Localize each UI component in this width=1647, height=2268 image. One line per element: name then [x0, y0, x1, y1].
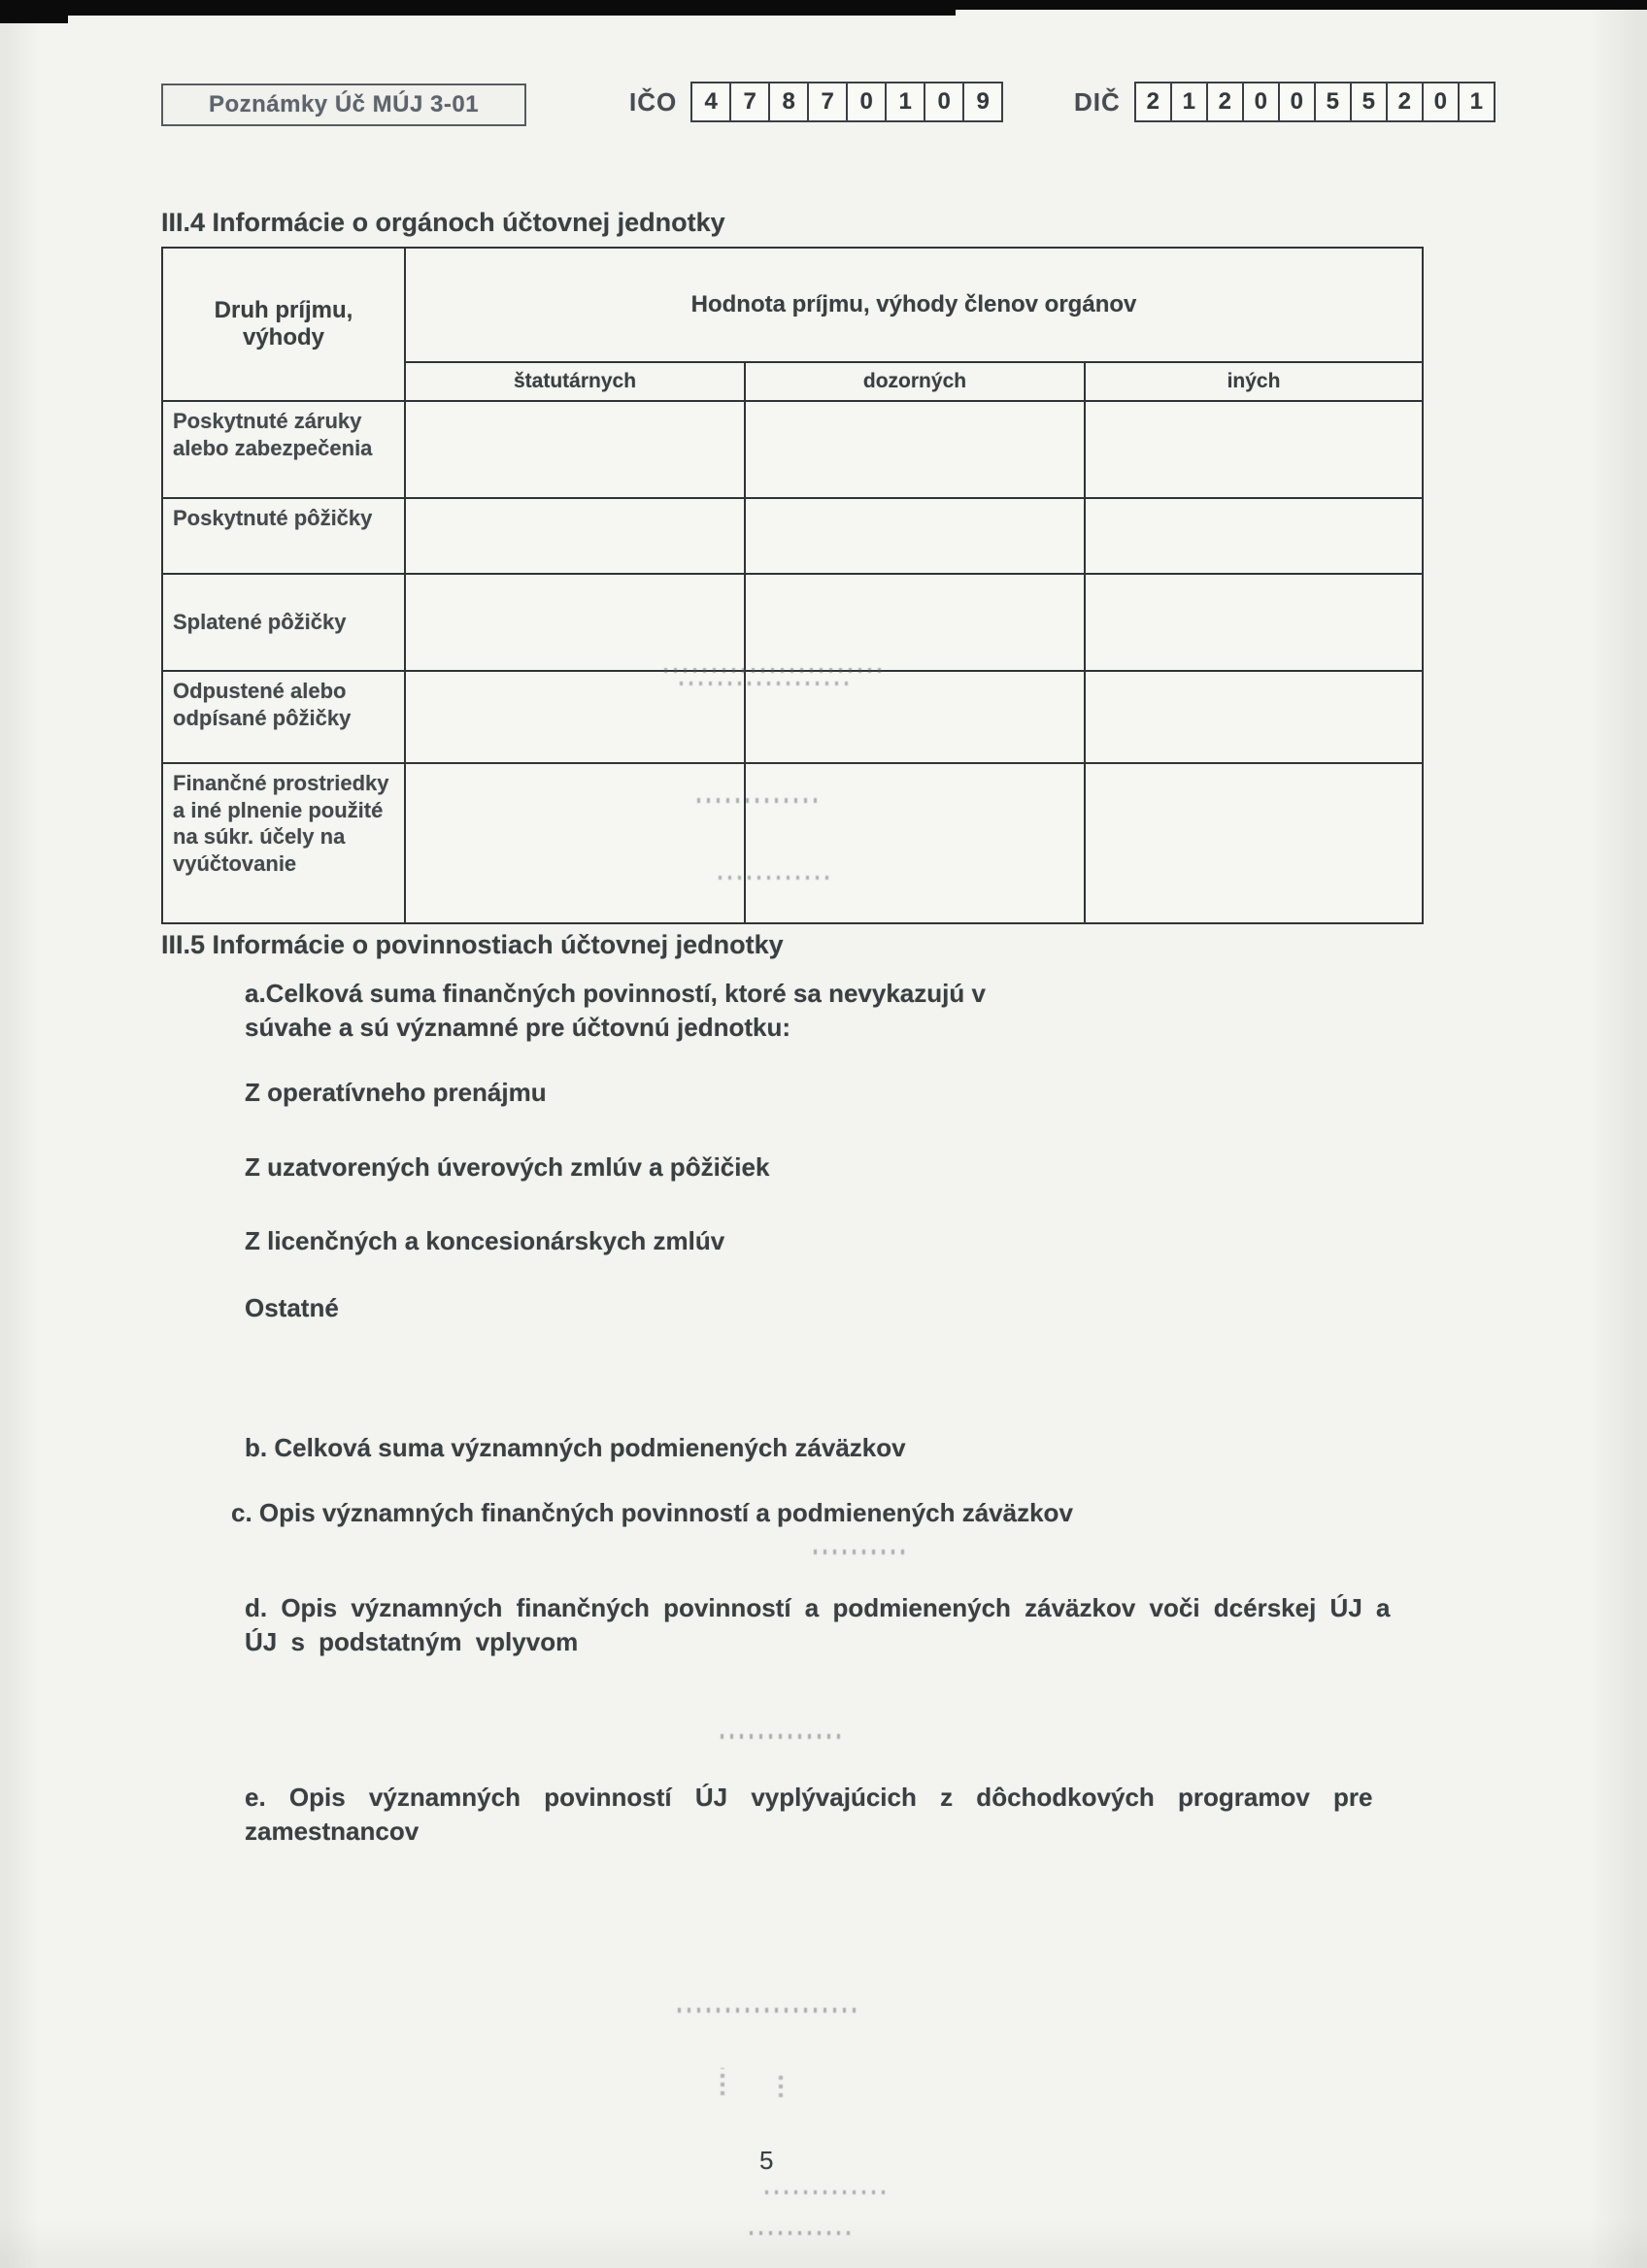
- dic-digit-cell: 5: [1314, 82, 1352, 122]
- ico-digit-cells: [690, 82, 1003, 122]
- ico-digit-cell: 0: [924, 82, 964, 122]
- ico-digit-cell: 1: [885, 82, 925, 122]
- dic-label: DIČ: [1074, 86, 1121, 117]
- table-cell-empty: [745, 574, 1085, 671]
- table-cell-empty: [405, 574, 745, 671]
- table-cell-empty: [1085, 498, 1423, 574]
- table-cell-empty: [405, 498, 745, 574]
- ico-digit-cell: 9: [962, 82, 1003, 122]
- form-code-box: [161, 83, 526, 126]
- dic-digit-cell: 1: [1170, 82, 1208, 122]
- obligation-subitem-license-contracts: Z licenčných a koncesionárskych zmlúv: [245, 1226, 725, 1255]
- scan-artifact: [779, 2074, 783, 2097]
- dic-field: [1074, 82, 1496, 122]
- table-cell-empty: [405, 763, 745, 923]
- dic-digit-cells: [1134, 82, 1496, 122]
- dic-digit-cell: 2: [1386, 82, 1424, 122]
- dic-digit-cell: 2: [1134, 82, 1172, 122]
- page-number: 5: [759, 2146, 774, 2175]
- scan-artifact: [721, 1734, 847, 1739]
- ico-digit-cell: 7: [807, 82, 848, 122]
- dic-digit-cell: 2: [1206, 82, 1244, 122]
- table-header-row: [162, 248, 1423, 362]
- scan-artifact: [814, 1550, 906, 1554]
- dic-digit-cell: 5: [1350, 82, 1388, 122]
- scan-artifact: [678, 2008, 862, 2013]
- scan-artifact: [750, 2231, 852, 2235]
- ico-digit-cell: 4: [690, 82, 731, 122]
- table-cell-empty: [745, 498, 1085, 574]
- obligation-item-a: a.Celková suma finančných povinností, ktoré sa nevykazujú v súvahe a sú významné pre účtovnú jednotku:: [245, 979, 986, 1042]
- scan-artifact: [721, 2068, 724, 2095]
- table-cell-empty: [405, 401, 745, 498]
- column-header-value: Hodnota príjmu, výhody členov orgánov: [405, 248, 1423, 362]
- column-header-income-type: Druh príjmu, výhody: [162, 248, 405, 401]
- obligation-item-d: d. Opis významných finančných povinností a podmienených záväzkov voči dcérskej ÚJ a ÚJ s podstatným vplyvom: [245, 1593, 1391, 1656]
- ico-digit-cell: 8: [768, 82, 809, 122]
- table-row: [162, 401, 1423, 498]
- organs-income-table: [161, 247, 1424, 924]
- row-label: Poskytnuté záruky alebo zabezpečenia: [162, 401, 405, 498]
- table-cell-empty: [1085, 574, 1423, 671]
- obligation-subitem-operating-lease: Z operatívneho prenájmu: [245, 1078, 547, 1107]
- obligation-subitem-loan-contracts: Z uzatvorených úverových zmlúv a pôžičiek: [245, 1152, 770, 1182]
- obligation-subitem-other: Ostatné: [245, 1293, 339, 1322]
- dic-digit-cell: 0: [1242, 82, 1280, 122]
- row-label: Splatené pôžičky: [162, 574, 405, 671]
- table-row: [162, 763, 1423, 923]
- table-row: [162, 498, 1423, 574]
- table-cell-empty: [1085, 671, 1423, 763]
- scan-artifact: [765, 2190, 887, 2194]
- obligation-item-b: b. Celková suma významných podmienených záväzkov: [245, 1433, 906, 1462]
- obligation-item-c: c. Opis významných finančných povinností a podmienených záväzkov: [231, 1498, 1073, 1527]
- section-3-5-title: III.5 Informácie o povinnostiach účtovnej jednotky: [161, 930, 784, 959]
- row-label: Odpustené alebo odpísané pôžičky: [162, 671, 405, 763]
- form-code-label: Poznámky Úč MÚJ 3-01: [208, 91, 480, 117]
- scan-edge-artifact: [0, 0, 68, 23]
- scan-artifact: [697, 798, 824, 803]
- subheader-other: iných: [1085, 362, 1423, 401]
- table-row: [162, 574, 1423, 671]
- scan-artifact: [719, 876, 835, 880]
- table-cell-empty: [745, 763, 1085, 923]
- ico-digit-cell: 0: [846, 82, 887, 122]
- dic-digit-cell: 0: [1278, 82, 1316, 122]
- dic-digit-cell: 1: [1458, 82, 1496, 122]
- table-cell-empty: [1085, 763, 1423, 923]
- obligation-item-e: e. Opis významných povinností ÚJ vyplývajúcich z dôchodkových programov pre zamestnancov: [245, 1783, 1373, 1846]
- table-cell-empty: [745, 401, 1085, 498]
- scan-artifact: [664, 668, 883, 673]
- ico-digit-cell: 7: [729, 82, 770, 122]
- dic-digit-cell: 0: [1422, 82, 1460, 122]
- subheader-statutory: štatutárnych: [405, 362, 745, 401]
- table-cell-empty: [1085, 401, 1423, 498]
- ico-label: IČO: [629, 86, 678, 117]
- scan-edge-artifact: [0, 0, 956, 16]
- row-label: Finančné prostriedky a iné plnenie použité na súkr. účely na vyúčtovanie: [162, 763, 405, 923]
- ico-field: [629, 82, 1003, 122]
- subheader-supervisory: dozorných: [745, 362, 1085, 401]
- section-3-4-title: III.4 Informácie o orgánoch účtovnej jednotky: [161, 208, 725, 237]
- scan-artifact: [680, 682, 855, 685]
- row-label: Poskytnuté pôžičky: [162, 498, 405, 574]
